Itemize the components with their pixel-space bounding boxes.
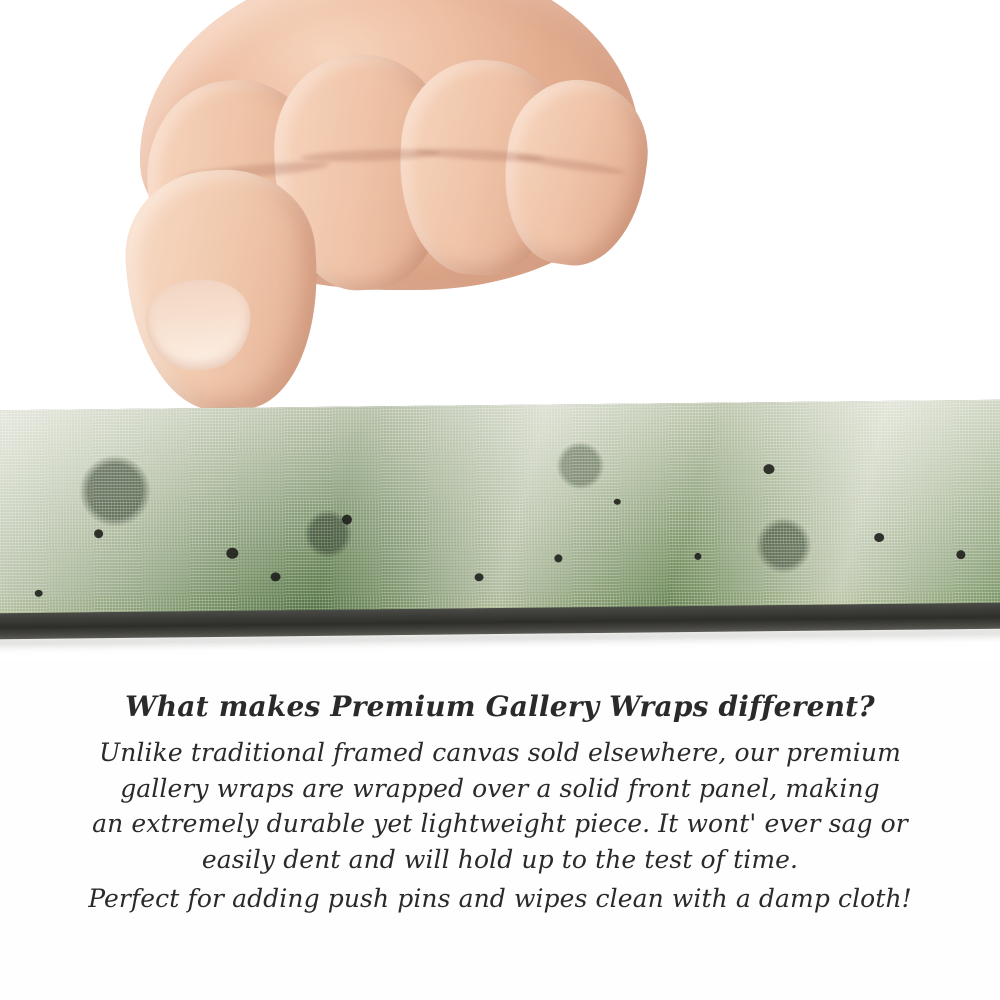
caption-closing-line: Perfect for adding push pins and wipes clean with a damp cloth! <box>88 884 912 913</box>
speck <box>694 553 701 560</box>
speck <box>874 533 884 542</box>
caption-line-4: easily dent and will hold up to the test of time. <box>201 844 799 874</box>
caption-line-1: Unlike traditional framed canvas sold elsewhere, our premium <box>99 738 901 767</box>
speck <box>763 464 774 474</box>
speck <box>614 499 621 505</box>
speck <box>554 554 562 562</box>
speck <box>271 572 281 581</box>
premium-gallery-wrap-edge <box>0 400 1000 646</box>
caption-line-2: gallery wraps are wrapped over a solid front panel, making <box>120 773 880 803</box>
speck <box>475 573 484 581</box>
canvas-speckles <box>0 400 1000 616</box>
speck <box>94 529 103 538</box>
caption-heading: What makes Premium Gallery Wraps different? <box>125 690 875 723</box>
speck <box>226 548 238 559</box>
human-hand-fist-with-extended-thumb <box>110 0 670 430</box>
speck <box>956 550 965 559</box>
caption-line-3: an extremely durable yet lightweight piece. It wont' ever sag or <box>92 809 908 838</box>
speck <box>35 590 43 597</box>
caption-block <box>0 690 1000 917</box>
canvas-print-surface <box>0 400 1000 616</box>
speck <box>342 515 352 525</box>
